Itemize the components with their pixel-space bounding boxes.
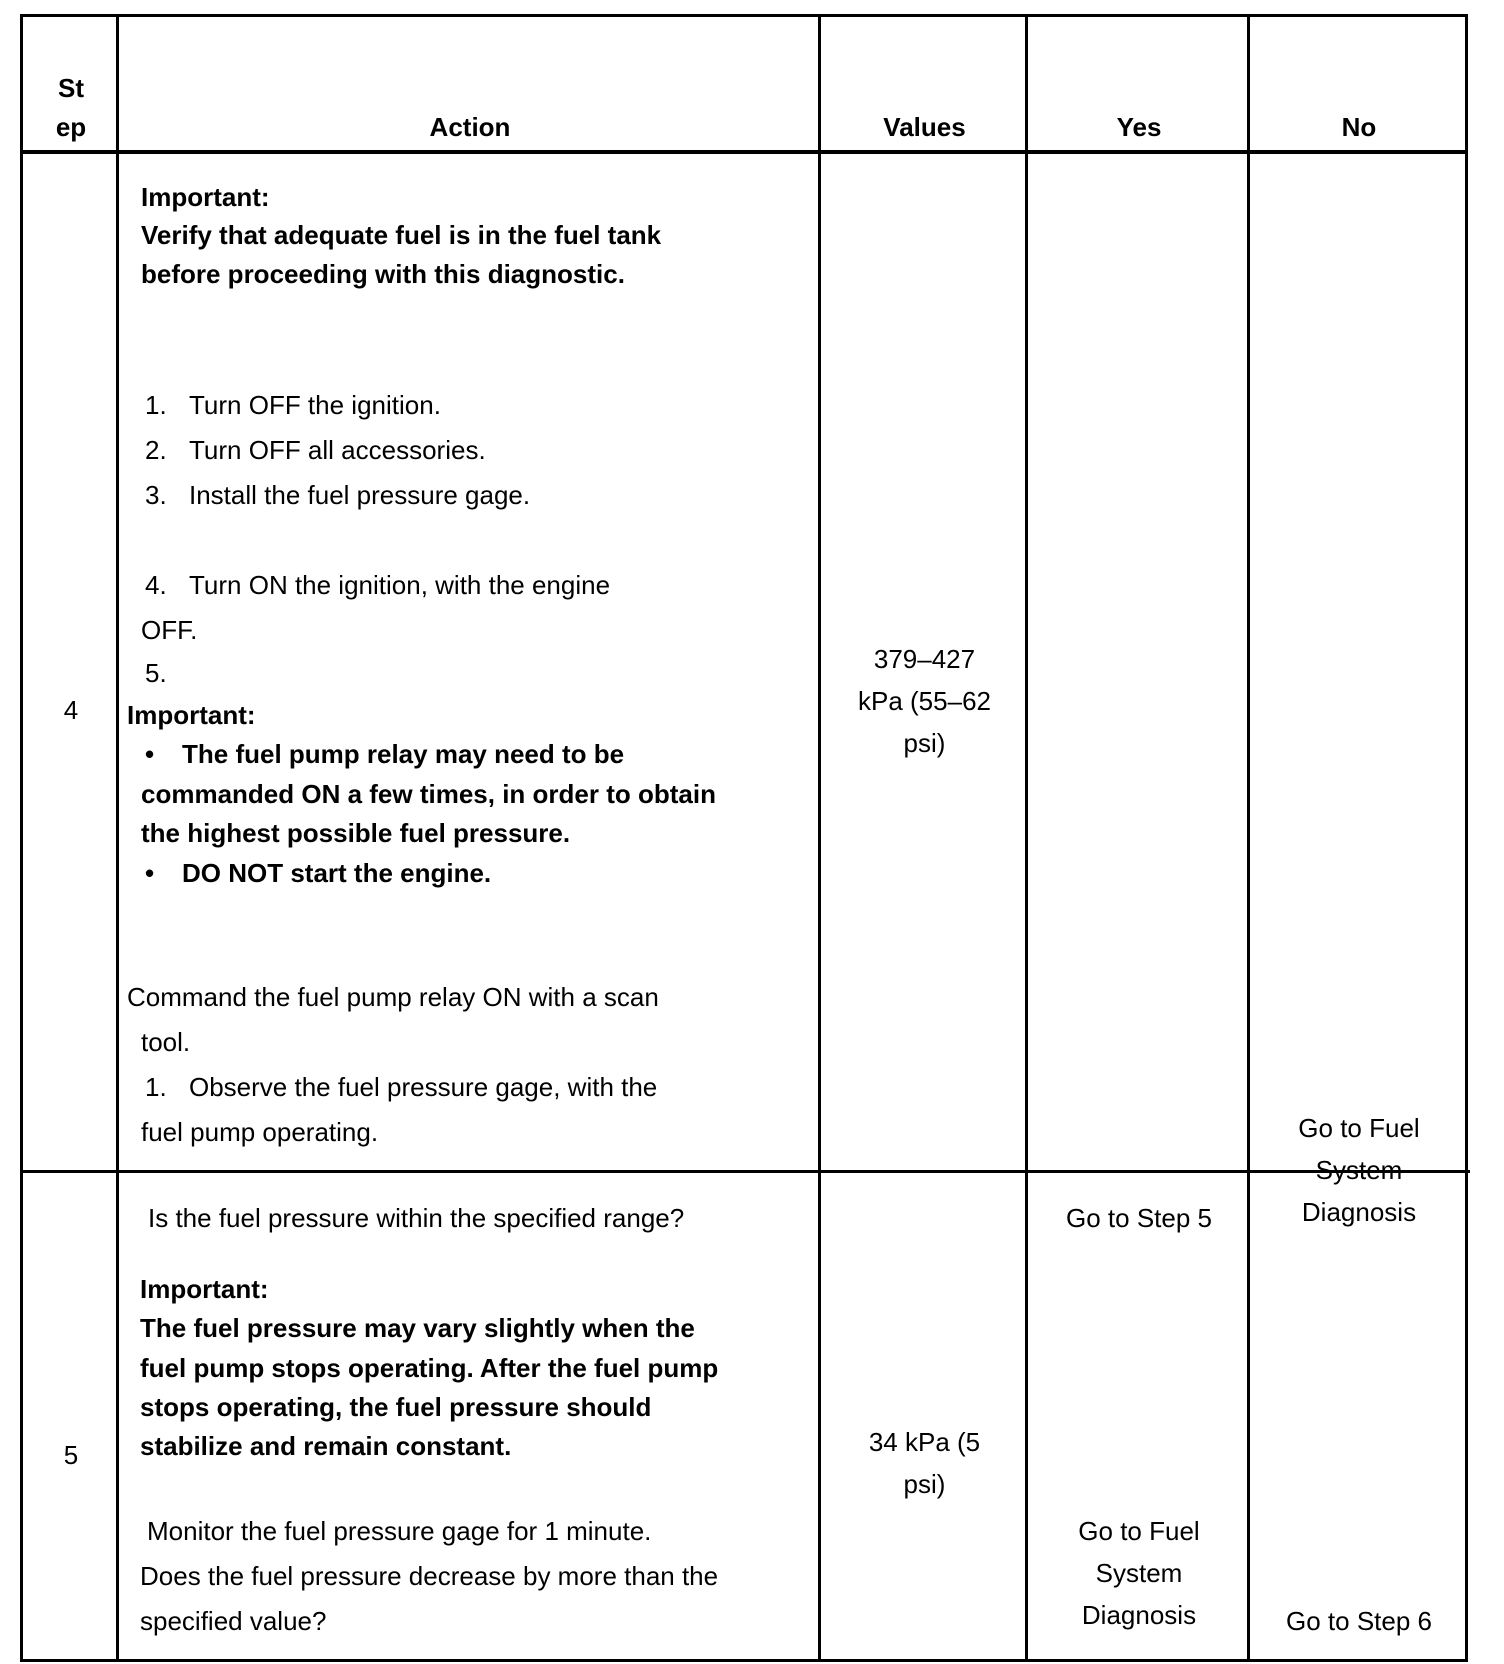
row5-important-line4: stabilize and remain constant. (140, 1431, 512, 1461)
header-step-line1: St (58, 73, 84, 103)
row5-yes-line3: Diagnosis (1081, 1600, 1197, 1630)
row5-yes-link[interactable] (1028, 1510, 1250, 1636)
row4-step1-text: Turn OFF the ignition. (189, 390, 441, 420)
row4-command-line1: Command the fuel pump relay ON with a scan (127, 982, 659, 1012)
row5-important-line3: stops operating, the fuel pressure should (140, 1392, 652, 1422)
row4-step3-number: 3. (145, 480, 167, 510)
row4-values-line1: 379–427 (873, 644, 976, 674)
row4-important1-title: Important: (141, 182, 270, 212)
row4-bullet2-marker: • (145, 858, 155, 888)
row4-no-link[interactable] (1250, 1107, 1468, 1233)
row4-question: Is the fuel pressure within the specified range? (148, 1203, 685, 1233)
row4-step1-number: 1. (145, 390, 167, 420)
row4-important2-title: Important: (127, 700, 256, 730)
column-divider-step (116, 14, 119, 1662)
row5-values-line2: psi) (903, 1469, 946, 1499)
row4-bullet1-marker: • (145, 739, 155, 769)
header-yes: Yes (1116, 112, 1162, 142)
row4-values-line2: kPa (55–62 (858, 686, 991, 716)
column-divider-values (1025, 14, 1028, 1662)
row5-values (821, 1421, 1028, 1505)
row5-important-title: Important: (140, 1274, 269, 1304)
table-border-bottom (20, 1659, 1468, 1662)
row5-yes-line1: Go to Fuel (1078, 1516, 1200, 1546)
row4-step-number: 4 (63, 695, 79, 725)
row4-observe-number: 1. (145, 1072, 167, 1102)
header-step-line2: ep (55, 112, 87, 142)
column-divider-yes (1247, 14, 1250, 1662)
row5-question-line2: specified value? (140, 1606, 327, 1636)
header-values: Values (883, 112, 966, 142)
row4-step5-number: 5. (145, 658, 167, 688)
table-border-top (20, 14, 1468, 17)
row5-important-line1: The fuel pressure may vary slightly when the (140, 1313, 695, 1343)
row4-step2-text: Turn OFF all accessories. (189, 435, 486, 465)
row4-observe-line2: fuel pump operating. (141, 1117, 379, 1147)
row4-no-line1: Go to Fuel (1298, 1113, 1420, 1143)
table-border-right (1465, 14, 1468, 1662)
row4-important1-line1: Verify that adequate fuel is in the fuel tank (141, 220, 662, 250)
row4-step4-text: Turn ON the ignition, with the engine (189, 570, 611, 600)
row4-yes-link[interactable]: Go to Step 5 (1066, 1203, 1212, 1233)
row4-values-line3: psi) (903, 728, 946, 758)
header-divider (20, 150, 1468, 154)
header-action: Action (429, 112, 511, 142)
row4-values (821, 638, 1028, 764)
row5-question-line1: Does the fuel pressure decrease by more than the (140, 1561, 719, 1591)
row4-no-line3: Diagnosis (1301, 1197, 1417, 1227)
row5-step-number: 5 (63, 1440, 79, 1470)
row4-step4-continuation: OFF. (141, 615, 198, 645)
row5-no-link[interactable]: Go to Step 6 (1286, 1606, 1432, 1636)
table-border-left (20, 14, 23, 1662)
row4-step3-text: Install the fuel pressure gage. (189, 480, 531, 510)
row5-monitor: Monitor the fuel pressure gage for 1 minute. (147, 1516, 652, 1546)
row4-observe-line1: Observe the fuel pressure gage, with the (189, 1072, 658, 1102)
row4-important1-line2: before proceeding with this diagnostic. (141, 259, 625, 289)
row4-step2-number: 2. (145, 435, 167, 465)
row5-important-line2: fuel pump stops operating. After the fuel pump (140, 1353, 719, 1383)
column-divider-action (818, 14, 821, 1662)
row4-command-line2: tool. (141, 1027, 191, 1057)
row4-step4-number: 4. (145, 570, 167, 600)
row5-values-line1: 34 kPa (5 (868, 1427, 981, 1457)
row5-yes-line2: System (1095, 1558, 1183, 1588)
row4-no-line2: System (1315, 1155, 1403, 1185)
header-no: No (1341, 112, 1377, 142)
row4-bullet1-line1: The fuel pump relay may need to be (182, 739, 625, 769)
row4-bullet1-line2: commanded ON a few times, in order to obtain (141, 779, 716, 809)
row4-bullet1-line3: the highest possible fuel pressure. (141, 818, 571, 848)
header-step (23, 69, 119, 147)
row4-bullet2-text: DO NOT start the engine. (182, 858, 492, 888)
